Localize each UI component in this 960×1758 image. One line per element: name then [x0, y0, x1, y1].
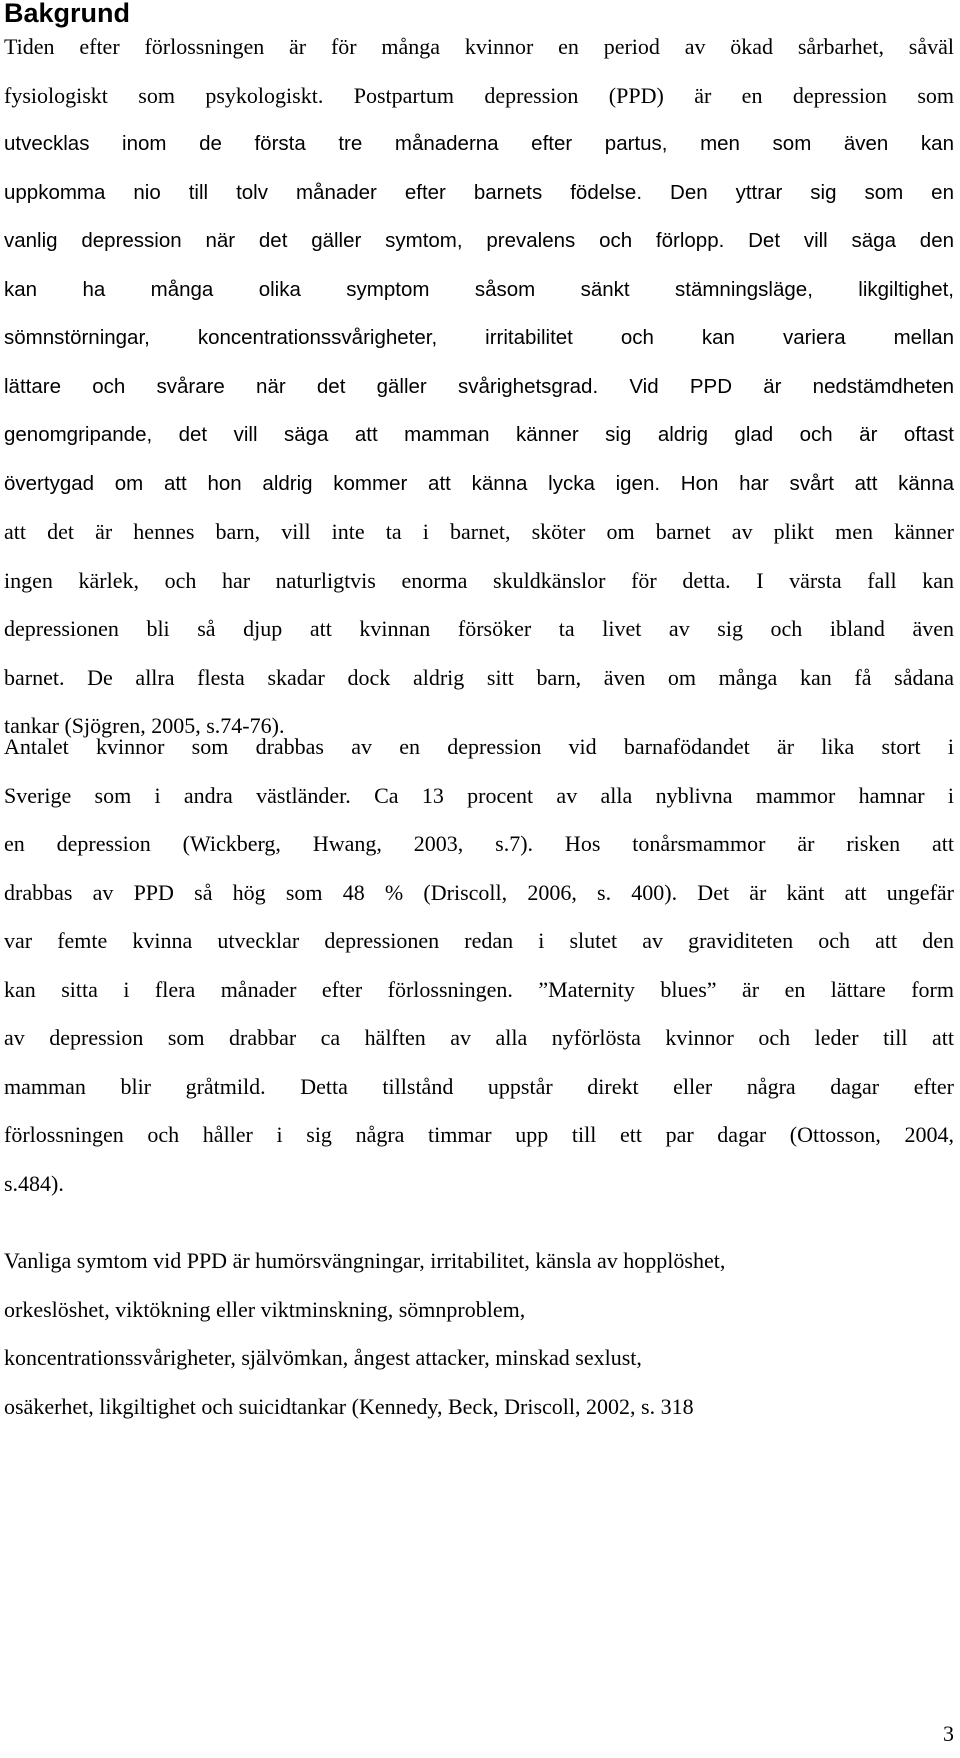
text-line: osäkerhet, likgiltighet och suicidtankar (Kennedy, Beck, Driscoll, 2002, s. 318 — [4, 1393, 694, 1419]
page-number: 3 — [943, 1721, 954, 1746]
text-line: Antalet kvinnor som drabbas av en depression vid barnafödandet är lika stort i — [4, 734, 954, 759]
text-line: fysiologiskt som psykologiskt. Postpartum depression (PPD) är en depression som — [4, 82, 954, 108]
text-line: mamman blir gråtmild. Detta tillstånd uppstår direkt eller några dagar efter — [4, 1073, 954, 1099]
text-line: ingen kärlek, och har naturligtvis enorma skuldkänslor för detta. I värsta fall kan — [4, 567, 954, 593]
text-line: utvecklas inom de första tre månaderna efter partus, men som även kan — [4, 132, 954, 155]
text-line: vanlig depression när det gäller symtom, prevalens och förlopp. Det vill säga den — [4, 229, 954, 252]
paragraph-3 — [4, 1237, 954, 1431]
text-line: en depression (Wickberg, Hwang, 2003, s.7). Hos tonårsmammor är risken att — [4, 831, 954, 856]
text-line: Sverige som i andra västländer. Ca 13 procent av alla nyblivna mammor hamnar i — [4, 782, 954, 808]
text-line: tankar (Sjögren, 2005, s.74-76). — [4, 713, 285, 738]
text-line: att det är hennes barn, vill inte ta i barnet, sköter om barnet av plikt men känner — [4, 519, 954, 544]
text-line: Tiden efter förlossningen är för många kvinnor en period av ökad sårbarhet, såväl — [4, 34, 954, 59]
text-line: s.484). — [4, 1170, 64, 1196]
text-line: uppkomma nio till tolv månader efter barnets födelse. Den yttrar sig som en — [4, 180, 954, 204]
text-line: övertygad om att hon aldrig kommer att känna lycka igen. Hon har svårt att känna — [4, 471, 954, 495]
text-line: kan ha många olika symptom såsom sänkt stämningsläge, likgiltighet, — [4, 277, 954, 301]
paragraph-1 — [4, 23, 954, 751]
section-heading: Bakgrund — [4, 0, 131, 28]
text-line: förlossningen och håller i sig några timmar upp till ett par dagar (Ottosson, 2004, — [4, 1122, 954, 1147]
text-line: var femte kvinna utvecklar depressionen redan i slutet av graviditeten och att den — [4, 928, 954, 953]
text-line: av depression som drabbar ca hälften av alla nyförlösta kvinnor och leder till att — [4, 1025, 954, 1050]
text-line: depressionen bli så djup att kvinnan försöker ta livet av sig och ibland även — [4, 616, 954, 641]
text-line: drabbas av PPD så hög som 48 % (Driscoll, 2006, s. 400). Det är känt att ungefär — [4, 879, 954, 905]
text-line: kan sitta i flera månader efter förlossningen. ”Maternity blues” är en lättare form — [4, 976, 954, 1002]
text-line: koncentrationssvårigheter, självömkan, ångest attacker, minskad sexlust, — [4, 1345, 642, 1370]
text-line: barnet. De allra flesta skadar dock aldrig sitt barn, även om många kan få sådana — [4, 664, 954, 690]
text-line: genomgripande, det vill säga att mamman känner sig aldrig glad och är oftast — [4, 423, 954, 446]
text-line: orkeslöshet, viktökning eller viktminskning, sömnproblem, — [4, 1296, 526, 1322]
paragraph-2 — [4, 723, 954, 1208]
text-line: Vanliga symtom vid PPD är humörsvängningar, irritabilitet, känsla av hopplöshet, — [4, 1248, 726, 1273]
text-line: sömnstörningar, koncentrationssvårigheter, irritabilitet och kan variera mellan — [4, 326, 954, 349]
text-line: lättare och svårare när det gäller svårighetsgrad. Vid PPD är nedstämdheten — [4, 374, 954, 398]
